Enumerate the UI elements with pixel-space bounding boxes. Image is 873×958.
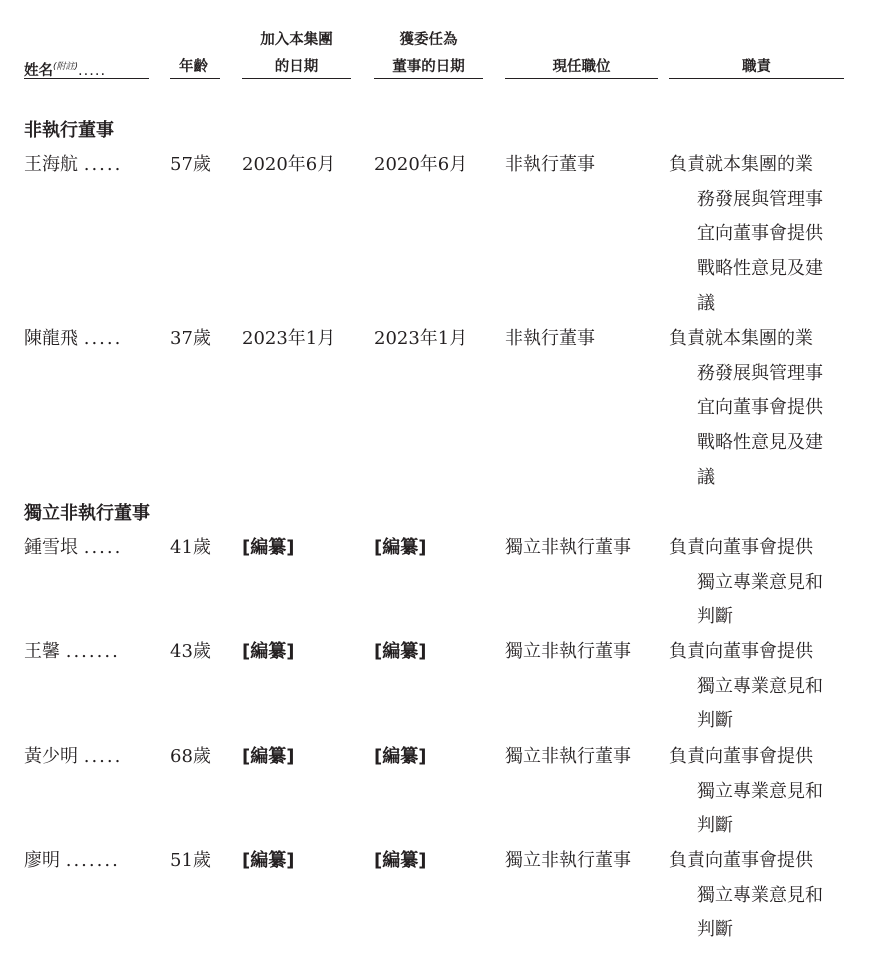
header-underline-join-date [242,78,351,79]
director-name: 王馨 ....... [24,641,120,662]
duties-text [669,740,844,844]
duties-text [669,844,844,948]
header-name-note: (附註) [53,62,79,72]
header-join-date-line2: 的日期 [274,59,319,75]
header-underline-name [24,78,149,79]
duties-line: 議 [697,292,715,314]
duties-line: 負責就本集團的業 [669,154,813,175]
join-date: 2023年1月 [242,328,336,349]
header-underline-duties [669,78,844,79]
appointed-date: 2023年1月 [374,328,468,349]
header-appointed-line2: 董事的日期 [392,59,465,75]
current-position: 非執行董事 [505,154,595,175]
duties-line: 獨立專業意見和 [697,675,823,697]
duties-text [669,635,844,739]
duties-line: 戰略性意見及建 [697,432,823,454]
director-name: 黃少明 ..... [24,746,123,767]
director-age: 57歲 [170,154,211,175]
duties-text [669,322,844,496]
duties-line: 獨立專業意見和 [697,884,823,906]
header-position: 現任職位 [552,59,611,75]
header-name-dots: ..... [78,63,107,79]
duties-line: 判斷 [697,606,733,628]
duties-line: 獨立專業意見和 [697,780,823,802]
duties-line: 務發展與管理事 [697,188,823,210]
current-position: 獨立非執行董事 [505,746,631,767]
current-position: 獨立非執行董事 [505,537,631,558]
director-age: 51歲 [170,850,211,871]
join-date: 2020年6月 [242,154,336,175]
duties-line: 負責向董事會提供 [669,537,813,558]
duties-line: 判斷 [697,710,733,732]
header-underline-appointed-date [374,78,483,79]
duties-line: 負責就本集團的業 [669,328,813,349]
duties-line: 宜向董事會提供 [697,397,823,419]
director-name: 廖明 ....... [24,850,120,871]
duties-line: 獨立專業意見和 [697,571,823,593]
duties-line: 議 [697,466,715,488]
header-duties: 職責 [742,59,771,75]
director-age: 37歲 [170,328,211,349]
appointed-date: [編纂] [374,641,427,662]
current-position: 獨立非執行董事 [505,850,631,871]
director-age: 43歲 [170,641,211,662]
section-title-non-executive: 非執行董事 [24,120,114,141]
join-date: [編纂] [242,641,295,662]
duties-line: 判斷 [697,815,733,837]
duties-line: 負責向董事會提供 [669,641,813,662]
header-underline-position [505,78,658,79]
join-date: [編纂] [242,850,295,871]
duties-line: 宜向董事會提供 [697,223,823,245]
duties-line: 負責向董事會提供 [669,746,813,767]
duties-line: 負責向董事會提供 [669,850,813,871]
join-date: [編纂] [242,537,295,558]
appointed-date: [編纂] [374,850,427,871]
director-name: 王海航 ..... [24,154,123,175]
duties-line: 務發展與管理事 [697,362,823,384]
header-join-date-line1: 加入本集團 [260,32,333,48]
join-date: [編纂] [242,746,295,767]
duties-text [669,148,844,322]
current-position: 獨立非執行董事 [505,641,631,662]
current-position: 非執行董事 [505,328,595,349]
header-underline-age [170,78,220,79]
duties-text [669,531,844,635]
appointed-date: 2020年6月 [374,154,468,175]
header-name: 姓名$^{(附註)}$..... [24,62,107,79]
director-name: 鍾雪垠 ..... [24,537,123,558]
appointed-date: [編纂] [374,537,427,558]
header-appointed-date [374,30,483,77]
appointed-date: [編纂] [374,746,427,767]
duties-line: 戰略性意見及建 [697,258,823,280]
director-name: 陳龍飛 ..... [24,328,123,349]
duties-line: 判斷 [697,919,733,941]
header-appointed-line1: 獲委任為 [399,32,458,48]
section-title-independent-non-executive: 獨立非執行董事 [24,503,150,524]
header-join-date [242,30,351,77]
director-age: 68歲 [170,746,211,767]
director-age: 41歲 [170,537,211,558]
header-age: 年齡 [179,59,208,75]
